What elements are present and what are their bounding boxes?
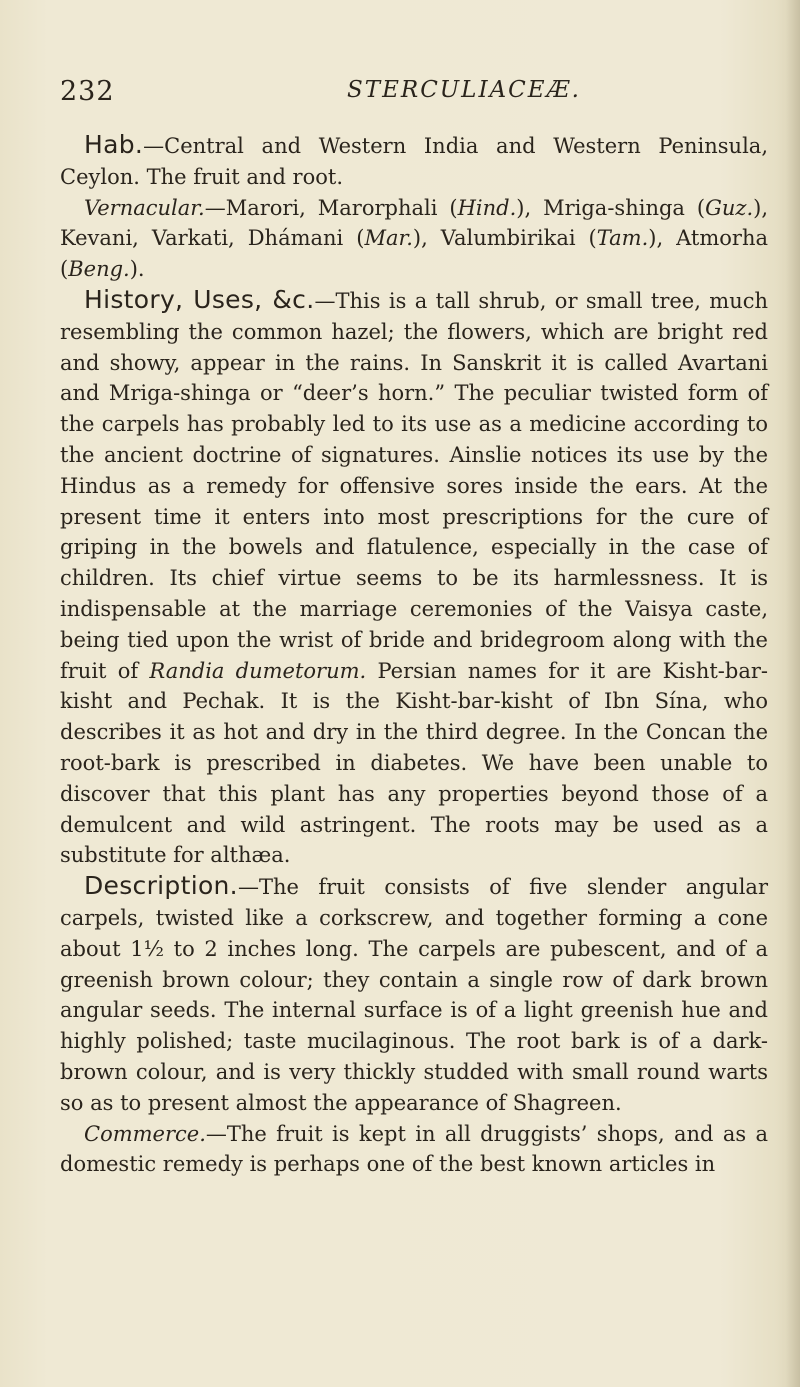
habitat-heading: Hab.: [84, 130, 144, 159]
vernacular-paragraph: [60, 193, 768, 285]
page-edge-shadow: [786, 0, 800, 1387]
vernacular-text-4: ), Valumbirikai (: [412, 226, 597, 251]
page-header: [60, 76, 760, 116]
vernacular-text-2: ), Mriga-shinga (: [516, 195, 706, 220]
history-paragraph: [60, 285, 768, 871]
history-text-2: Persian names for it are Kisht-bar-kisht and Pechak. It is the Kisht-bar-kisht of Ibn Sína, who describes it as hot and dry in the third degree. In the Concan the root-bark is prescribed in diabetes. We have been unable to discover that this plant has any properties beyond those of a demulcent and wild astringent. The roots may be used as a substitute for althæa.: [60, 658, 768, 868]
vernacular-text-1: —Marori, Marorphali (: [204, 195, 458, 220]
history-heading: History, Uses, &c.: [84, 284, 315, 314]
history-text-1: —This is a tall shrub, or small tree, much resembling the common hazel; the flowers, which are bright red and showy, appear in the rains. In Sanskrit it is called Avartani and Mriga-shinga or “deer’s horn.” The peculiar twisted form of the carpels has probably led to its use as a medicine according to the ancient doctrine of signatures. Ainslie notices its use by the Hindus as a remedy for offensive sores inside the ears. At the present time it enters into most prescriptions for the cure of griping in the bowels and flatulence, especially in the case of children. Its chief virtue seems to be its harmlessness. It is indispensable at the marriage ceremonies of the Vaisya caste, being tied upon the wrist of bride and bridegroom along with the fruit of: [60, 288, 769, 683]
commerce-label: Commerce.: [84, 1121, 206, 1146]
language-gujarati: Guz.: [705, 195, 754, 220]
species-name: Randia dumetorum.: [149, 658, 367, 683]
running-head: STERCULIACEÆ.: [347, 77, 581, 103]
description-text: —The fruit consists of five slender angular carpels, twisted like a corkscrew, and together forming a cone about 1½ to 2 inches long. The carpels are pubescent, and of a greenish brown colour; they contain a single row of dark brown angular seeds. The internal surface is of a light greenish hue and highly polished; taste mucilaginous. The root bark is of a dark-brown colour, and is very thickly studded with small round warts so as to present almost the appearance of Shagreen.: [60, 875, 768, 1115]
commerce-text: —The fruit is kept in all druggists’ shops, and as a domestic remedy is perhaps one of the best known articles in: [60, 1121, 768, 1177]
language-tamil: Tam.: [596, 226, 649, 251]
commerce-paragraph: [60, 1119, 768, 1181]
vernacular-label: Vernacular.: [84, 195, 205, 220]
habitat-text: —Central and Western India and Western Peninsula, Ceylon. The fruit and root.: [60, 134, 768, 189]
vernacular-text-3: ), Kevani, Varkati, Dhámani (: [60, 195, 768, 251]
language-marathi: Mar.: [364, 226, 413, 251]
language-hindi: Hind.: [457, 195, 517, 220]
habitat-paragraph: [60, 130, 768, 193]
description-heading: Description.: [84, 871, 238, 901]
page-number: 232: [60, 76, 115, 107]
vernacular-text-5: ), Atmorha (: [60, 226, 769, 282]
description-paragraph: [60, 871, 768, 1118]
language-bengali: Beng.: [68, 257, 130, 282]
body-text: [60, 130, 768, 1180]
vernacular-text-6: ).: [129, 257, 145, 282]
